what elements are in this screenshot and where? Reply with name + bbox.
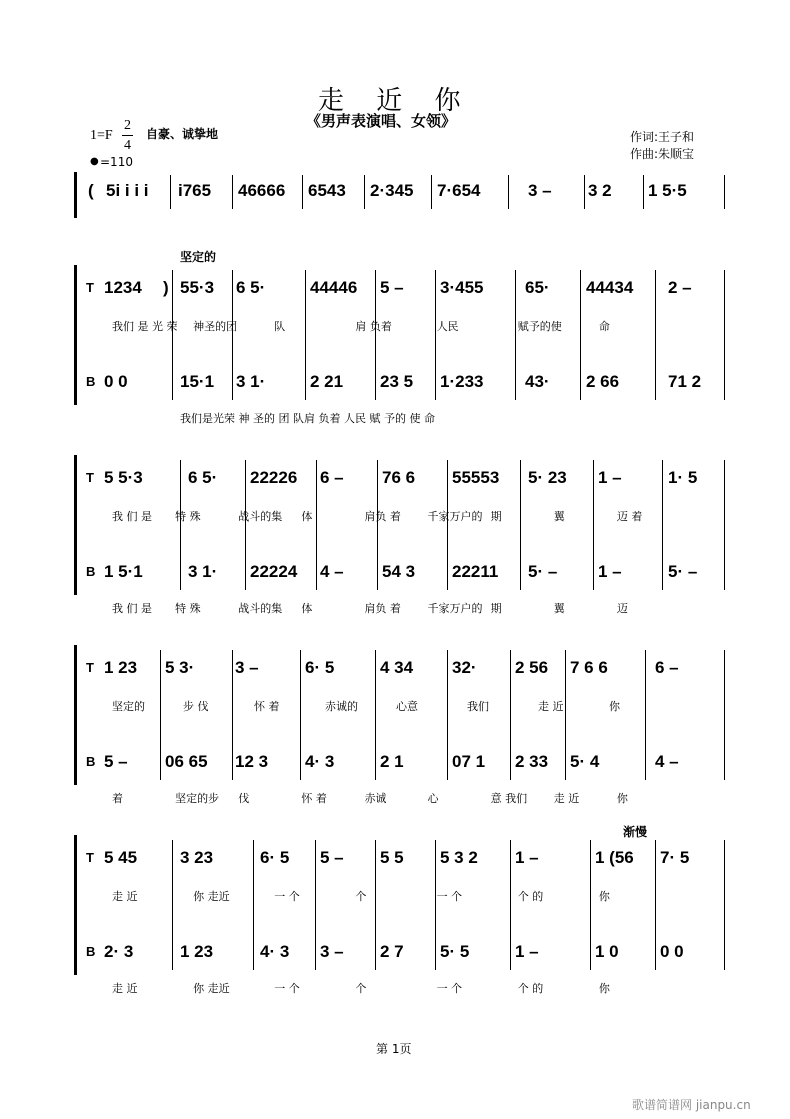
barline — [508, 175, 509, 209]
barline — [375, 840, 376, 970]
bass-measure: 2 21 — [310, 372, 344, 391]
tenor-lyric: 走 近 — [538, 700, 564, 713]
bass-measure: 5 – — [104, 752, 128, 771]
bass-measure: 2 33 — [515, 752, 549, 771]
system-bracket — [74, 645, 77, 785]
tenor-measure: 5 – — [380, 278, 404, 297]
barline — [232, 270, 233, 400]
bass-lyric: 战斗的集 — [238, 602, 283, 615]
barline — [655, 840, 656, 970]
tenor-measure: 6 5· — [188, 468, 218, 487]
barline — [724, 270, 725, 400]
bass-lyric: 走 近 — [553, 792, 580, 805]
tenor-lyric: 怀 着 — [254, 700, 280, 713]
intro-measure: 46666 — [238, 181, 286, 200]
bass-measure: 3 1· — [236, 372, 266, 391]
barline — [590, 840, 591, 970]
bass-lyric: 期 — [490, 602, 502, 615]
tempo-marking: =110 — [100, 155, 133, 169]
barline — [431, 175, 432, 209]
barline — [232, 175, 233, 209]
barline — [375, 650, 376, 780]
tenor-lyric: 步 伐 — [183, 700, 209, 713]
intro-measure: 2·345 — [370, 181, 414, 200]
bass-measure: 07 1 — [452, 752, 486, 771]
tenor-measure: 6· 5 — [305, 658, 335, 677]
tenor-label: T — [86, 660, 94, 675]
intro-close-paren: ) — [163, 278, 169, 297]
barline — [364, 175, 365, 209]
barline — [377, 460, 378, 590]
intro-measure: 3 2 — [588, 181, 612, 200]
barline — [584, 175, 585, 209]
barline — [510, 650, 511, 780]
bass-measure: 0 0 — [660, 942, 684, 961]
barline — [565, 650, 566, 780]
bass-lyric: 体 — [301, 602, 313, 615]
bass-measure: 4· 3 — [260, 942, 290, 961]
intro-measure: 3 – — [528, 181, 552, 200]
tenor-measure: 44446 — [310, 278, 358, 297]
lyricist: 作词:王子和 — [630, 130, 695, 144]
bass-measure: 23 5 — [380, 372, 414, 391]
bass-lyric: 迈 — [616, 602, 628, 615]
barline — [724, 650, 725, 780]
tenor-lyric: 我 们 是 — [112, 510, 152, 523]
bass-measure: 3 – — [320, 942, 344, 961]
page-number: 第 1页 — [376, 1042, 412, 1056]
bass-measure: 15·1 — [180, 372, 215, 391]
bass-label: B — [86, 564, 96, 579]
tenor-measure: 1 – — [598, 468, 622, 487]
barline — [253, 840, 254, 970]
bass-measure: 5· – — [668, 562, 698, 581]
bass-measure: 06 65 — [165, 752, 208, 771]
rit-marking: 渐慢 — [623, 825, 648, 839]
tenor-measure: 5 45 — [104, 848, 138, 867]
tenor-measure: 7· 5 — [660, 848, 690, 867]
tenor-lyric: 个 的 — [517, 890, 544, 903]
bass-label: B — [86, 944, 96, 959]
barline — [315, 840, 316, 970]
bass-measure: 5· – — [528, 562, 558, 581]
bass-lyric: 千家万户的 — [427, 602, 483, 615]
barline — [375, 270, 376, 400]
bass-lyric: 怀 着 — [301, 792, 327, 805]
barline — [515, 270, 516, 400]
barline — [435, 270, 436, 400]
tenor-measure: 65· — [525, 278, 550, 297]
tenor-lyric: 赋予的使 — [517, 320, 562, 333]
tenor-measure: 6· 5 — [260, 848, 290, 867]
tenor-lyric: 人民 — [436, 320, 459, 333]
barline — [655, 270, 656, 400]
bass-lyric: 意 我们 — [490, 792, 528, 805]
barline — [435, 840, 436, 970]
bass-lyric: 个 — [355, 982, 367, 995]
tenor-lyric: 一 个 — [436, 890, 463, 903]
tenor-label: T — [86, 280, 94, 295]
bass-measure: 1 – — [515, 942, 539, 961]
bass-measure: 22211 — [452, 562, 499, 581]
tenor-measure: 5· 23 — [528, 468, 567, 487]
bass-lyric: 坚定的步 — [175, 792, 220, 805]
bass-lyric: 心 — [427, 792, 439, 805]
bass-measure: 22224 — [250, 562, 298, 581]
tenor-lyric: 个 — [355, 890, 367, 903]
bass-measure: 2 66 — [586, 372, 620, 391]
bass-lyric: 着 — [112, 792, 123, 805]
firm-marking: 坚定的 — [180, 250, 217, 264]
tenor-measure: 76 6 — [382, 468, 416, 487]
bass-lyric: 你 — [616, 792, 628, 805]
intro-measure: 5i i i i — [106, 181, 149, 200]
tenor-measure: 1234 — [104, 278, 142, 297]
composer: 作曲:朱顺宝 — [630, 147, 695, 161]
barline — [724, 460, 725, 590]
tenor-lyric: 走 近 — [112, 890, 138, 903]
tenor-lyric: 你 — [598, 890, 610, 903]
barline — [316, 460, 317, 590]
song-subtitle: 《男声表演唱、女领》 — [306, 112, 457, 130]
bass-measure: 3 1· — [188, 562, 218, 581]
tenor-label: T — [86, 470, 94, 485]
tenor-lyric: 命 — [598, 320, 610, 333]
bass-lyric: 你 走近 — [193, 982, 230, 995]
tenor-lyric: 战斗的集 — [238, 510, 283, 523]
barline — [580, 270, 581, 400]
bass-measure: 1·233 — [440, 372, 484, 391]
tenor-label: T — [86, 850, 94, 865]
tenor-measure: 1 – — [515, 848, 539, 867]
barline — [300, 650, 301, 780]
tenor-measure: 44434 — [586, 278, 634, 297]
bass-lyric: 个 的 — [517, 982, 544, 995]
tenor-measure: 5 5 — [380, 848, 404, 867]
barline — [662, 460, 663, 590]
barline — [245, 460, 246, 590]
barline — [520, 460, 521, 590]
bass-lyric: 我们是光荣 神 圣的 团 队肩 负着 人民 赋 予的 使 命 — [180, 412, 435, 425]
barline — [593, 460, 594, 590]
bass-measure: 43· — [525, 372, 550, 391]
tenor-measure: 5 – — [320, 848, 344, 867]
tenor-measure: 6 – — [655, 658, 679, 677]
intro-measure: 1 5·5 — [648, 181, 687, 200]
expression-marking: 自豪、诚挚地 — [146, 127, 219, 141]
bass-measure: 0 0 — [104, 372, 128, 391]
time-signature-line — [122, 135, 133, 136]
barline — [645, 650, 646, 780]
bass-measure: 1 5·1 — [104, 562, 143, 581]
system-bracket — [74, 835, 77, 975]
tenor-measure: 6 5· — [236, 278, 266, 297]
bass-measure: 4· 3 — [305, 752, 335, 771]
tenor-measure: 3 23 — [180, 848, 214, 867]
bass-measure: 2· 3 — [104, 942, 134, 961]
tenor-measure: 5 3 2 — [440, 848, 478, 867]
bass-measure: 1 23 — [180, 942, 214, 961]
tenor-measure: 1 (56 — [595, 848, 634, 867]
bass-measure: 4 – — [320, 562, 344, 581]
barline — [643, 175, 644, 209]
intro-paren: ( — [88, 181, 94, 200]
bass-lyric: 赤诚 — [364, 792, 387, 805]
tenor-lyric: 我们 — [467, 700, 489, 713]
tenor-measure: 55·3 — [180, 278, 215, 297]
tenor-measure: 3·455 — [440, 278, 484, 297]
intro-measure: i765 — [178, 181, 212, 200]
tenor-measure: 7 6 6 — [570, 658, 608, 677]
barline — [447, 460, 448, 590]
system-bracket — [74, 265, 77, 405]
bass-lyric: 肩负 着 — [364, 602, 401, 615]
tenor-lyric: 千家万户的 — [427, 510, 483, 523]
bass-measure: 2 1 — [380, 752, 404, 771]
bass-measure: 5· 5 — [440, 942, 470, 961]
tenor-measure: 1· 5 — [668, 468, 698, 487]
bass-measure: 12 3 — [235, 752, 269, 771]
tenor-measure: 5 5·3 — [104, 468, 143, 487]
time-signature-bottom: 4 — [124, 138, 131, 153]
bass-lyric: 走 近 — [112, 982, 138, 995]
barline — [160, 650, 161, 780]
bass-measure: 2 7 — [380, 942, 404, 961]
tenor-lyric: 赤诚的 — [325, 700, 358, 713]
barline — [180, 460, 181, 590]
bass-lyric: 我 们 是 — [112, 602, 152, 615]
bass-lyric: 一 个 — [274, 982, 300, 995]
bass-measure: 4 – — [655, 752, 679, 771]
tenor-measure: 4 34 — [380, 658, 414, 677]
tenor-lyric: 期 — [490, 510, 502, 523]
barline — [305, 270, 306, 400]
intro-measure: 6543 — [308, 181, 346, 200]
bass-lyric: 特 殊 — [175, 602, 201, 615]
tenor-lyric: 神圣的团 — [193, 320, 238, 333]
barline — [172, 270, 173, 400]
tenor-lyric: 肩 负着 — [355, 320, 392, 333]
bass-measure: 5· 4 — [570, 752, 600, 771]
tenor-measure: 3 – — [235, 658, 259, 677]
tenor-measure: 32· — [452, 658, 477, 677]
tenor-lyric: 体 — [301, 510, 313, 523]
intro-bracket — [74, 172, 77, 218]
bass-lyric: 一 个 — [436, 982, 463, 995]
barline — [510, 840, 511, 970]
note-icon: ● — [90, 156, 99, 167]
system-bracket — [74, 455, 77, 595]
song-title: 走 近 你 — [318, 86, 473, 116]
bass-measure: 71 2 — [668, 372, 702, 391]
tenor-lyric: 我们 是 光 荣 — [112, 320, 178, 333]
tenor-lyric: 你 — [609, 700, 620, 713]
barline — [724, 175, 725, 209]
watermark: 歌谱简谱网 jianpu.cn — [632, 1098, 751, 1112]
bass-label: B — [86, 374, 96, 389]
barline — [447, 650, 448, 780]
bass-measure: 1 0 — [595, 942, 619, 961]
tenor-measure: 1 23 — [104, 658, 138, 677]
tenor-measure: 6 – — [320, 468, 344, 487]
tenor-lyric: 迈 着 — [616, 510, 643, 523]
barline — [172, 840, 173, 970]
time-signature-top: 2 — [124, 118, 131, 133]
tenor-lyric: 肩负 着 — [364, 510, 401, 523]
bass-lyric: 你 — [598, 982, 610, 995]
tenor-lyric: 坚定的 — [112, 700, 145, 713]
tenor-measure: 5 3· — [165, 658, 195, 677]
bass-lyric: 翼 — [553, 602, 565, 615]
key-signature: 1=F — [90, 128, 113, 143]
bass-measure: 1 – — [598, 562, 622, 581]
tenor-lyric: 你 走近 — [193, 890, 230, 903]
tenor-lyric: 心意 — [396, 700, 418, 713]
barline — [302, 175, 303, 209]
tenor-lyric: 特 殊 — [175, 510, 201, 523]
barline — [170, 175, 171, 209]
barline — [232, 650, 233, 780]
bass-measure: 54 3 — [382, 562, 416, 581]
barline — [724, 840, 725, 970]
bass-lyric: 伐 — [238, 792, 250, 805]
tenor-lyric: 队 — [274, 320, 286, 333]
intro-measure: 7·654 — [437, 181, 481, 200]
tenor-lyric: 一 个 — [274, 890, 300, 903]
bass-label: B — [86, 754, 96, 769]
tenor-measure: 22226 — [250, 468, 298, 487]
tenor-measure: 2 56 — [515, 658, 549, 677]
tenor-measure: 55553 — [452, 468, 500, 487]
tenor-lyric: 翼 — [553, 510, 565, 523]
tenor-measure: 2 – — [668, 278, 692, 297]
